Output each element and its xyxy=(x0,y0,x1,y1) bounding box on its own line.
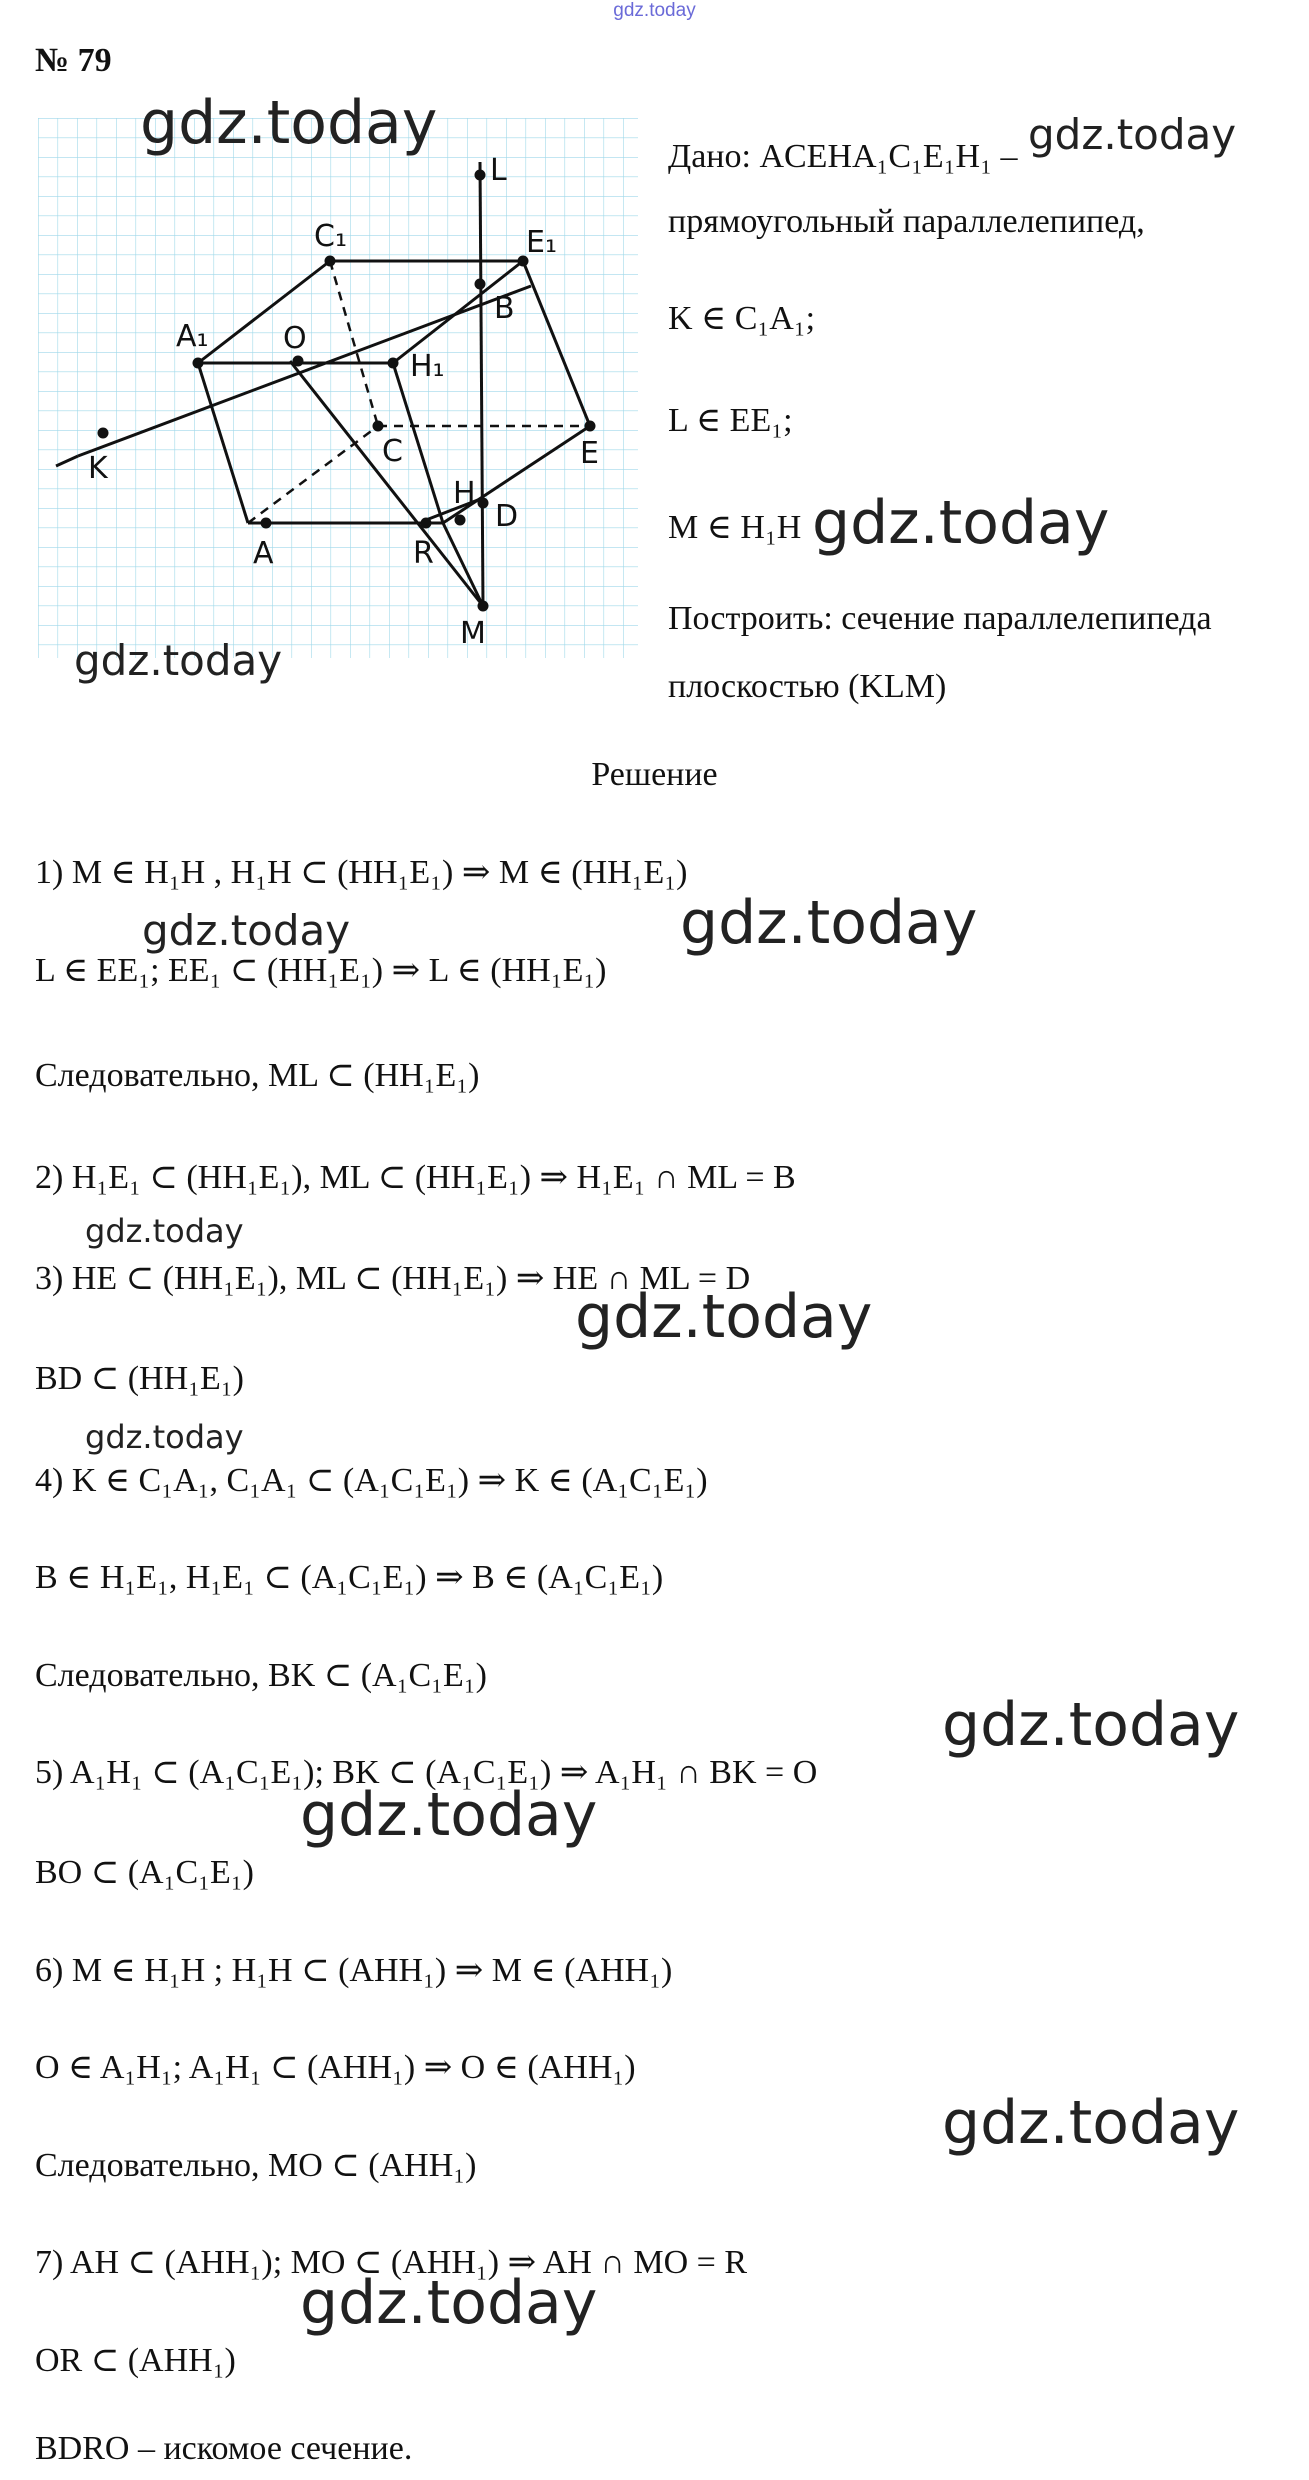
label-b: B xyxy=(494,291,515,326)
watermark: gdz.today xyxy=(300,2268,598,2338)
watermark: gdz.today xyxy=(85,1212,244,1250)
given-line-7: плоскостью (KLM) xyxy=(668,668,947,705)
point-o xyxy=(293,356,304,367)
point-a xyxy=(261,518,272,529)
label-o: O xyxy=(283,321,307,356)
solution-line-14: Следовательно, MO ⊂ (AHH₁) xyxy=(35,2147,477,2184)
given-line-1 xyxy=(668,138,1017,176)
label-a1: A₁ xyxy=(176,319,209,354)
label-d: D xyxy=(495,499,519,534)
point-b xyxy=(475,279,486,290)
point-l xyxy=(475,170,486,181)
solution-line-16: OR ⊂ (AHH₁) xyxy=(35,2342,236,2379)
label-m: M xyxy=(460,616,486,651)
solution-line-15: 7) AH ⊂ (AHH₁); MO ⊂ (AHH₁) ⇒ AH ∩ MO = R xyxy=(35,2244,747,2281)
point-m xyxy=(478,601,489,612)
grid-background xyxy=(38,118,638,658)
label-c1: C₁ xyxy=(314,219,347,254)
solution-line-6: BD ⊂ (HH₁E₁) xyxy=(35,1360,244,1397)
solution-line-11: BO ⊂ (A₁C₁E₁) xyxy=(35,1854,254,1891)
label-c: C xyxy=(382,434,403,469)
point-e xyxy=(585,421,596,432)
label-k: K xyxy=(88,451,108,486)
watermark: gdz.today xyxy=(142,906,351,955)
given-line-4: L ∈ EE₁; xyxy=(668,402,793,439)
watermark: gdz.today xyxy=(680,888,978,958)
site-header-watermark[interactable]: gdz.today xyxy=(613,0,696,21)
given-line-5: M ∈ H₁H xyxy=(668,509,802,546)
point-d xyxy=(478,498,489,509)
solution-heading: Решение xyxy=(591,756,718,793)
watermark: gdz.today xyxy=(300,1780,598,1850)
given-line-6: Построить: сечение параллелепипеда xyxy=(668,600,1212,637)
point-k xyxy=(98,428,109,439)
parallelepiped-figure xyxy=(38,118,638,658)
label-r: R xyxy=(413,536,434,571)
label-h: H xyxy=(453,476,476,511)
point-c1 xyxy=(325,256,336,267)
label-e: E xyxy=(580,436,599,471)
watermark: gdz.today xyxy=(74,636,283,685)
point-h1 xyxy=(388,358,399,369)
given-line-2: прямоугольный параллелепипед, xyxy=(668,203,1145,240)
label-h1: H₁ xyxy=(410,349,445,384)
given-prefix: Дано: xyxy=(668,138,760,175)
solution-line-13: O ∈ A₁H₁; A₁H₁ ⊂ (AHH₁) ⇒ O ∈ (AHH₁) xyxy=(35,2049,636,2086)
point-r xyxy=(421,518,432,529)
solution-line-9: Следовательно, BK ⊂ (A₁C₁E₁) xyxy=(35,1657,487,1694)
watermark: gdz.today xyxy=(140,88,438,158)
given-formula: ACEHA₁C₁E₁H₁ – xyxy=(759,138,1018,175)
given-line-3: K ∈ C₁A₁; xyxy=(668,300,816,337)
point-c xyxy=(373,421,384,432)
solution-line-7: 4) K ∈ C₁A₁, C₁A₁ ⊂ (A₁C₁E₁) ⇒ K ∈ (A₁C₁E₁) xyxy=(35,1462,708,1499)
point-a1 xyxy=(193,358,204,369)
solution-line-1: 1) M ∈ H₁H , H₁H ⊂ (HH₁E₁) ⇒ M ∈ (HH₁E₁) xyxy=(35,854,688,891)
watermark: gdz.today xyxy=(942,2088,1240,2158)
solution-line-10: 5) A₁H₁ ⊂ (A₁C₁E₁); BK ⊂ (A₁C₁E₁) ⇒ A₁H₁ ∩ BK = O xyxy=(35,1754,818,1791)
solution-line-4: 2) H₁E₁ ⊂ (HH₁E₁), ML ⊂ (HH₁E₁) ⇒ H₁E₁ ∩ ML = B xyxy=(35,1159,796,1196)
label-e1: E₁ xyxy=(526,225,557,260)
label-l: L xyxy=(490,153,507,188)
solution-line-3: Следовательно, ML ⊂ (HH₁E₁) xyxy=(35,1057,480,1094)
watermark: gdz.today xyxy=(1028,110,1237,159)
watermark: gdz.today xyxy=(575,1282,873,1352)
watermark: gdz.today xyxy=(85,1418,244,1456)
solution-line-8: B ∈ H₁E₁, H₁E₁ ⊂ (A₁C₁E₁) ⇒ B ∈ (A₁C₁E₁) xyxy=(35,1559,664,1596)
watermark: gdz.today xyxy=(942,1690,1240,1760)
solution-line-5: 3) HE ⊂ (HH₁E₁), ML ⊂ (HH₁E₁) ⇒ HE ∩ ML = D xyxy=(35,1260,751,1297)
label-a: A xyxy=(253,536,274,571)
solution-line-2: L ∈ EE₁; EE₁ ⊂ (HH₁E₁) ⇒ L ∈ (HH₁E₁) xyxy=(35,952,607,989)
point-h xyxy=(455,515,466,526)
solution-line-17: BDRO – искомое сечение. xyxy=(35,2430,413,2467)
solution-line-12: 6) M ∈ H₁H ; H₁H ⊂ (AHH₁) ⇒ M ∈ (AHH₁) xyxy=(35,1952,673,1989)
watermark: gdz.today xyxy=(812,488,1110,558)
problem-number: № 79 xyxy=(35,42,112,79)
